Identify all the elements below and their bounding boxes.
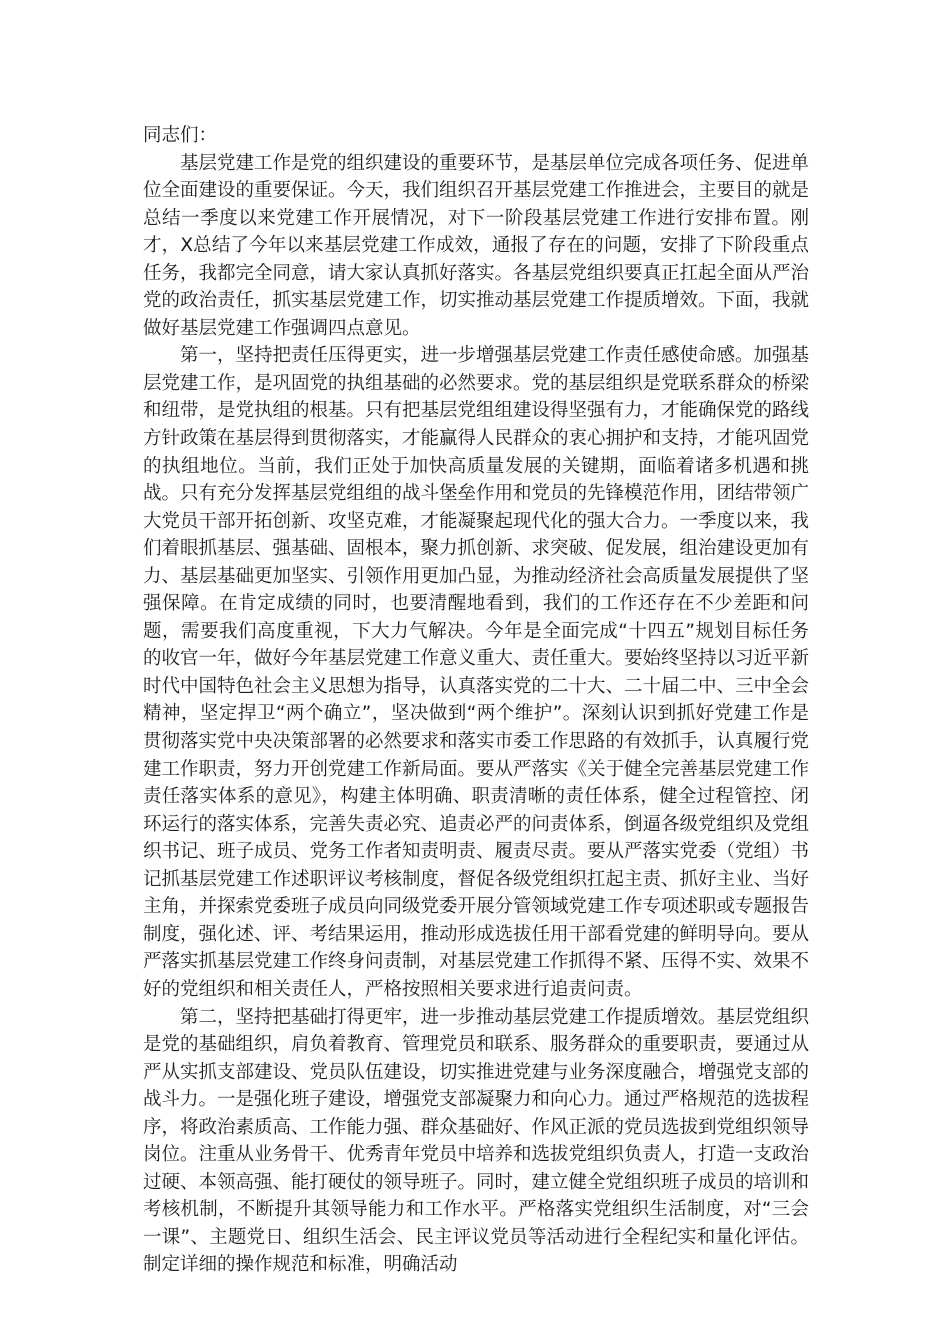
document-body	[143, 122, 809, 1279]
paragraph-second-point: 第二，坚持把基础打得更牢，进一步推动基层党建工作提质增效。基层党组织是党的基础组织，肩负着教育、管理党员和联系、服务群众的重要职责，要通过从严从实抓支部建设、党员队伍建设，切实推进党建与业务深度融合，增强党支部的战斗力。一是强化班子建设，增强党支部凝聚力和向心力。通过严格规范的选拔程序，将政治素质高、工作能力强、群众基础好、作风正派的党员选拔到党组织领导岗位。注重从业务骨干、优秀青年党员中培养和选拔党组织负责人，打造一支政治过硬、本领高强、能打硬仗的领导班子。同时，建立健全党组织班子成员的培训和考核机制，不断提升其领导能力和工作水平。严格落实党组织生活制度，对“三会一课”、主题党日、组织生活会、民主评议党员等活动进行全程纪实和量化评估。制定详细的操作规范和标准，明确活动	[143, 1006, 810, 1276]
salutation: 同志们：	[143, 125, 218, 146]
paragraph-first-point: 第一，坚持把责任压得更实，进一步增强基层党建工作责任感使命感。加强基层党建工作，是巩固党的执组基础的必然要求。党的基层组织是党联系群众的桥梁和纽带，是党执组的根基。只有把基层党组组建设得坚强有力，才能确保党的路线方针政策在基层得到贯彻落实，才能赢得人民群众的衷心拥护和支持，才能巩固党的执组地位。当前，我们正处于加快高质量发展的关键期，面临着诸多机遇和挑战。只有充分发挥基层党组组的战斗堡垒作用和党员的先锋模范作用，团结带领广大党员干部开拓创新、攻坚克难，才能凝聚起现代化的强大合力。一季度以来，我们着眼抓基层、强基础、固根本，聚力抓创新、求突破、促发展，组治建设更加有力、基层基础更加坚实、引领作用更加凸显，为推动经济社会高质量发展提供了坚强保障。在肯定成绩的同时，也要清醒地看到，我们的工作还存在不少差距和问题，需要我们高度重视，下大力气解决。今年是全面完成“十四五”规划目标任务的收官一年，做好今年基层党建工作意义重大、责任重大。要始终坚持以习近平新时代中国特色社会主义思想为指导，认真落实党的二十大、二十届二中、三中全会精神，坚定捍卫“两个确立”，坚决做到“两个维护”。深刻认识到抓好党建工作是贯彻落实党中央决策部署的必然要求和落实市委工作思路的有效抓手，认真履行党建工作职责，努力开创党建工作新局面。要从严落实《关于健全完善基层党建工作责任落实体系的意见》，构建主体明确、职责清晰的责任体系，健全过程管控、闭环运行的落实体系，完善失责必究、追责必严的问责体系，倒逼各级党组织及党组织书记、班子成员、党务工作者知责明责、履责尽责。要从严落实党委（党组）书记抓基层党建工作述职评议考核制度，督促各级党组织扛起主责、抓好主业、当好主角，并探索党委班子成员向同级党委开展分管领域党建工作专项述职或专题报告制度，强化述、评、考结果运用，推动形成选拔任用干部看党建的鲜明导向。要从严落实抓基层党建工作终身问责制，对基层党建工作抓得不紧、压得不实、效果不好的党组织和相关责任人，严格按照相关要求进行追责问责。	[143, 345, 810, 1000]
paragraph-intro: 基层党建工作是党的组织建设的重要环节，是基层单位完成各项任务、促进单位全面建设的重要保证。今天，我们组织召开基层党建工作推进会，主要目的就是总结一季度以来党建工作开展情况，对下一阶段基层党建工作进行安排布置。刚才，X总结了今年以来基层党建工作成效，通报了存在的问题，安排了下阶段重点任务，我都完全同意，请大家认真抓好落实。各基层党组织要真正扛起全面从严治党的政治责任，抓实基层党建工作，切实推动基层党建工作提质增效。下面，我就做好基层党建工作强调四点意见。	[143, 152, 810, 339]
